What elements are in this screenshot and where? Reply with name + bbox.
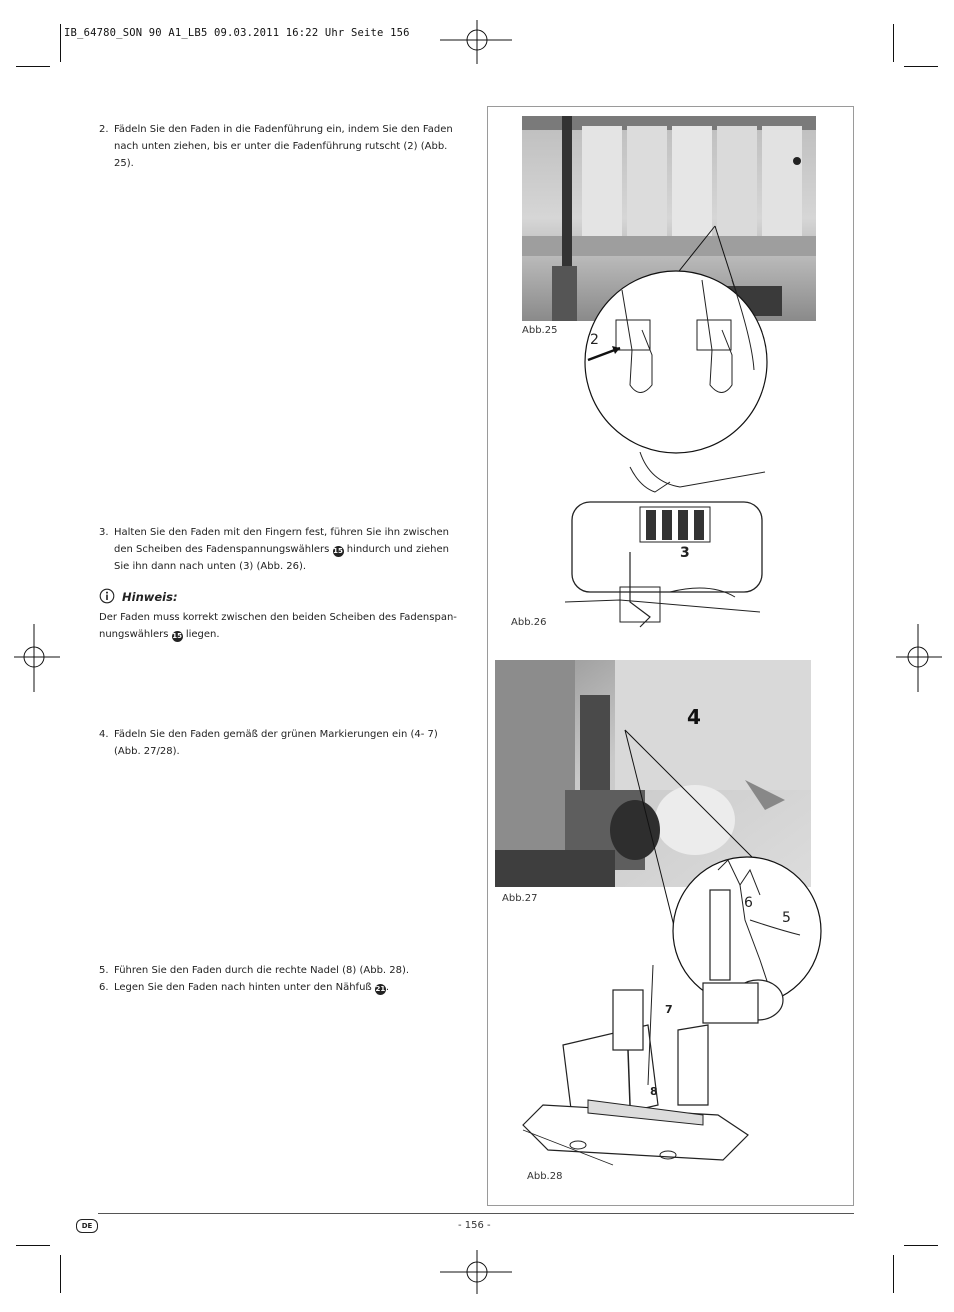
callout-8: 8 <box>650 1085 658 1098</box>
step-3 <box>99 524 464 575</box>
note-text: Der Faden muss korrekt zwischen den beiden Scheiben des Fadenspan- nungswählers 15 liegen. <box>99 612 457 640</box>
figure-25-caption: Abb.25 <box>522 325 558 336</box>
step-5 <box>99 962 464 979</box>
callout-2: 2 <box>590 332 599 348</box>
step-number: 2. <box>99 124 109 135</box>
figure-26-drawing <box>560 452 770 632</box>
step-number: 6. <box>99 982 109 993</box>
callout-6: 6 <box>744 895 753 911</box>
ref-number-15: 15 <box>333 547 343 555</box>
step-4 <box>99 726 464 760</box>
ref-number-21: 21 <box>375 985 386 993</box>
step-2 <box>99 121 464 172</box>
callout-7: 7 <box>665 1003 673 1016</box>
note-title: Hinweis: <box>122 590 178 604</box>
figure-28-caption: Abb.28 <box>527 1171 563 1182</box>
language-badge: DE <box>76 1219 98 1233</box>
step-text: Fädeln Sie den Faden in die Fadenführung ein, indem Sie den Faden nach unten ziehen, bis er unter die Fadenführung rutscht (2) (Abb. 25). <box>114 124 453 169</box>
page-number: - 156 - <box>458 1220 491 1231</box>
step-number: 4. <box>99 729 109 740</box>
step-text: Führen Sie den Faden durch die rechte Nadel (8) (Abb. 28). <box>114 965 410 976</box>
ref-number-15: 15 <box>172 632 183 640</box>
footer-rule <box>98 1213 854 1214</box>
step-text: Legen Sie den Faden nach hinten unter den Nähfuß 21. <box>114 982 390 993</box>
figure-26-caption: Abb.26 <box>511 617 547 628</box>
step-number: 5. <box>99 965 109 976</box>
step-number: 3. <box>99 527 109 538</box>
step-text: Fädeln Sie den Faden gemäß der grünen Markierungen ein (4- 7) (Abb. 27/28). <box>114 729 438 757</box>
step-text: Halten Sie den Faden mit den Fingern fest, führen Sie ihn zwischen den Scheiben des Fadenspannungswählers 15 hindurch und ziehen Sie ihn dann nach unten (3) (Abb. 26). <box>114 527 449 572</box>
step-6 <box>99 979 464 996</box>
figure-25-detail <box>582 220 768 456</box>
info-icon <box>99 588 115 604</box>
figure-27-caption: Abb.27 <box>502 893 538 904</box>
callout-4: 4 <box>687 705 701 729</box>
print-header: IB_64780_SON 90 A1_LB5 09.03.2011 16:22 Uhr Seite 156 <box>64 27 410 39</box>
callout-5: 5 <box>782 910 791 926</box>
callout-3: 3 <box>680 545 690 561</box>
figure-28-drawing <box>518 965 793 1170</box>
